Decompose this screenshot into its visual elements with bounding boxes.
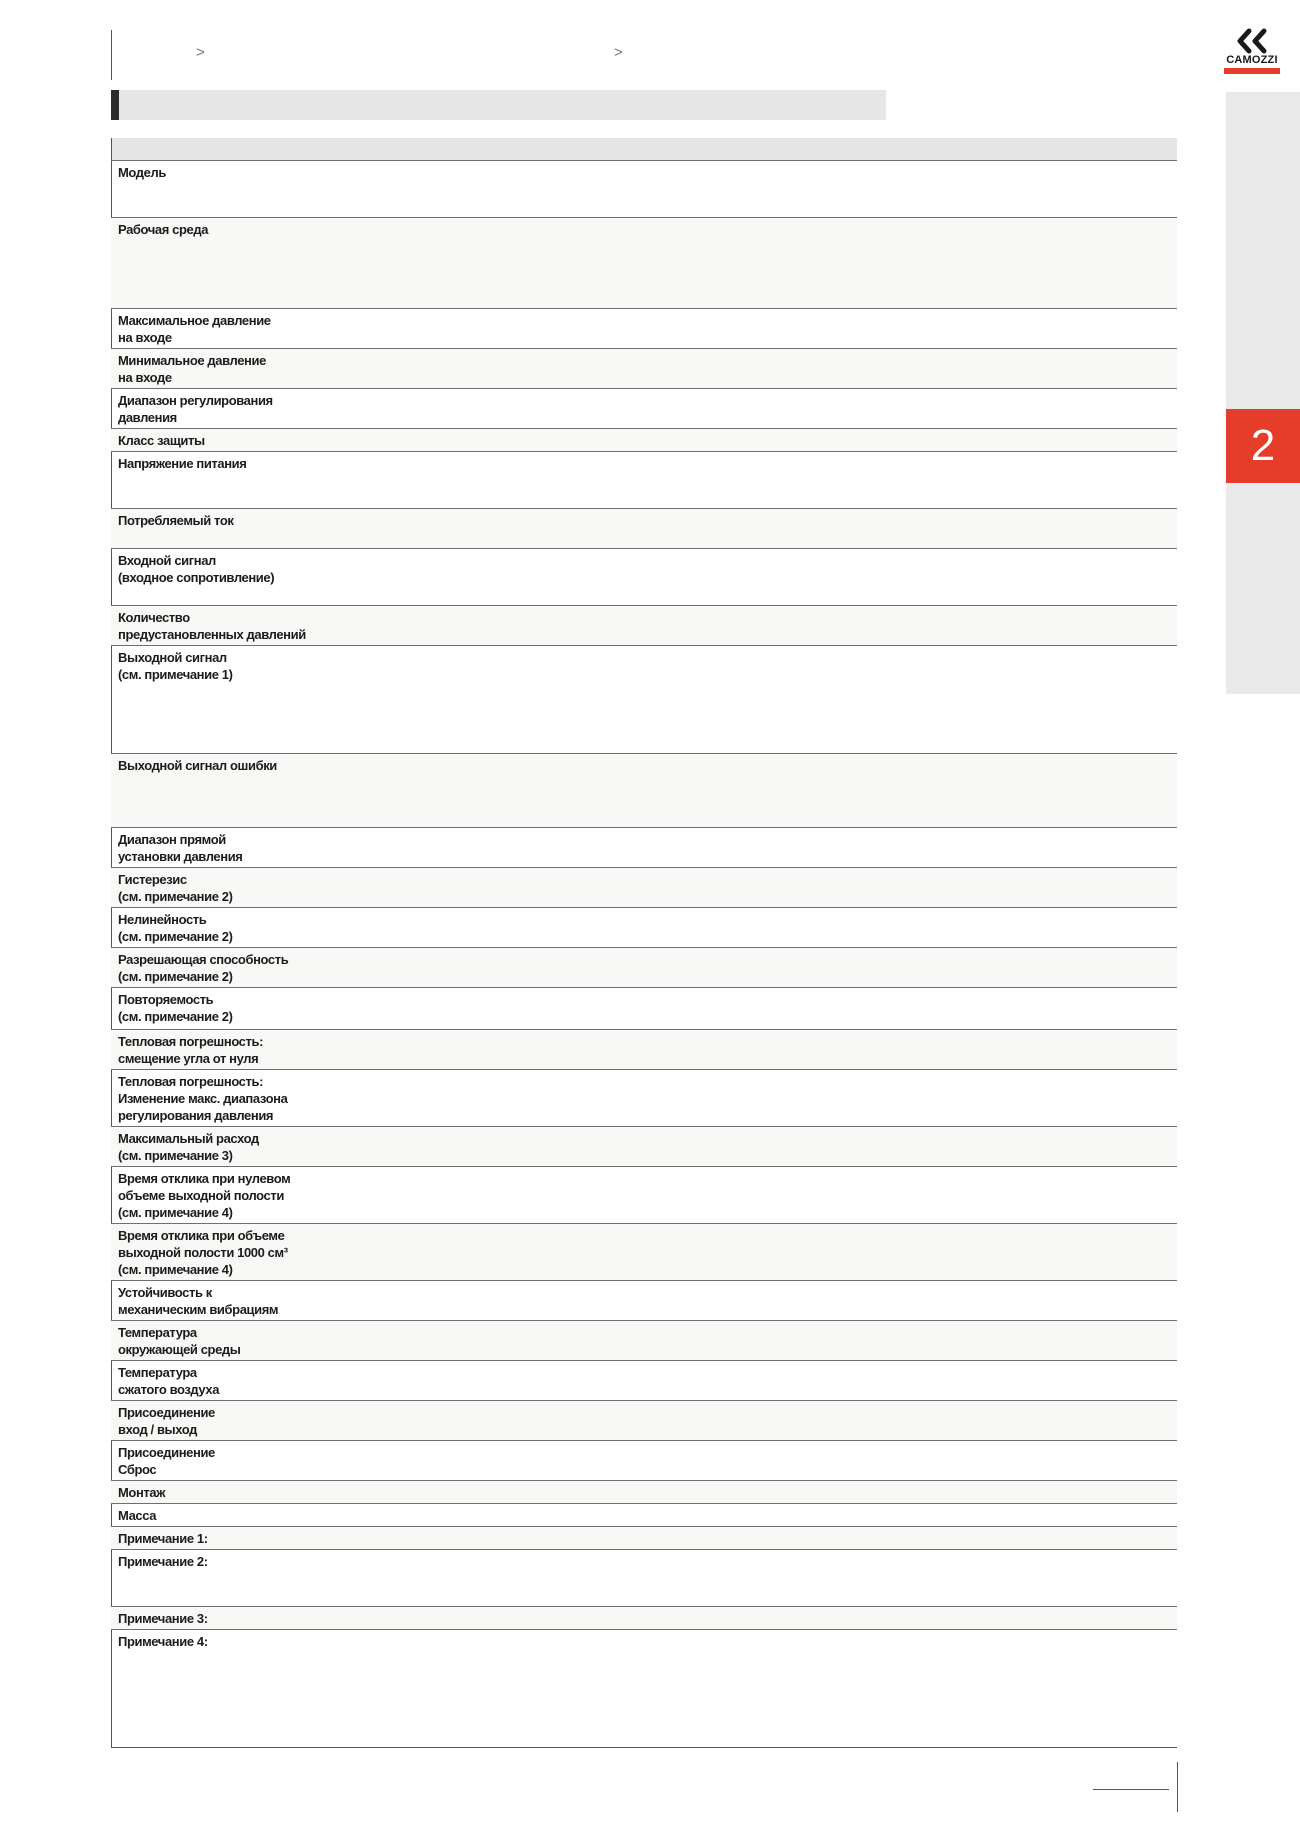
row-label: Тепловая погрешность: Изменение макс. диапазона регулирования давления — [118, 1074, 288, 1123]
table-row — [111, 1480, 1177, 1503]
table-row — [111, 867, 1177, 907]
row-label: Присоединение вход / выход — [118, 1405, 215, 1437]
table-row — [111, 645, 1177, 753]
row-label: Выходной сигнал (см. примечание 1) — [118, 650, 233, 682]
table-row — [111, 605, 1177, 645]
section-title-bar — [111, 90, 886, 120]
row-label: Напряжение питания — [118, 456, 247, 471]
row-label: Время отклика при объеме выходной полости 1000 см³ (см. примечание 4) — [118, 1228, 288, 1277]
table-row — [111, 1440, 1177, 1480]
header-divider — [111, 30, 112, 80]
row-label: Время отклика при нулевом объеме выходной полости (см. примечание 4) — [118, 1171, 291, 1220]
row-label: Класс защиты — [118, 433, 205, 448]
table-row — [111, 753, 1177, 827]
row-label: Входной сигнал (входное сопротивление) — [118, 553, 275, 585]
row-label: Повторяемость (см. примечание 2) — [118, 992, 233, 1024]
row-label: Примечание 1: — [118, 1531, 208, 1546]
row-label: Рабочая среда — [118, 222, 209, 237]
row-label: Модель — [118, 165, 166, 180]
table-header — [111, 138, 1177, 160]
table-row — [111, 907, 1177, 947]
breadcrumb-separator: > — [614, 44, 623, 61]
table-row — [111, 1526, 1177, 1549]
row-label: Тепловая погрешность: смещение угла от нуля — [118, 1034, 264, 1066]
row-label: Примечание 4: — [118, 1634, 208, 1649]
table-row — [111, 217, 1177, 308]
table-row — [111, 1503, 1177, 1526]
camozzi-logo — [1222, 28, 1282, 76]
row-label: Максимальный расход (см. примечание 3) — [118, 1131, 259, 1163]
section-title-accent — [111, 90, 119, 120]
footer-divider — [1177, 1762, 1178, 1812]
table-row — [111, 1360, 1177, 1400]
table-row — [111, 508, 1177, 548]
row-label: Диапазон регулирования давления — [118, 393, 273, 425]
table-row — [111, 428, 1177, 451]
table-row — [111, 451, 1177, 508]
row-label: Примечание 3: — [118, 1611, 208, 1626]
table-row — [111, 1320, 1177, 1360]
table-row — [111, 348, 1177, 388]
logo-text: CAMOZZI — [1226, 54, 1278, 66]
row-label: Потребляемый ток — [118, 513, 234, 528]
row-label: Присоединение Сброс — [118, 1445, 215, 1477]
logo-accent-bar — [1224, 68, 1280, 74]
footer-line — [1093, 1789, 1169, 1790]
row-label: Нелинейность (см. примечание 2) — [118, 912, 233, 944]
chapter-number: 2 — [1250, 421, 1276, 470]
table-row — [111, 947, 1177, 987]
table-row — [111, 1629, 1177, 1758]
specification-table — [111, 160, 1177, 1758]
table-row — [111, 548, 1177, 605]
row-label: Минимальное давление на входе — [118, 353, 266, 385]
row-label: Выходной сигнал ошибки — [118, 758, 277, 773]
table-row — [111, 1126, 1177, 1166]
row-label: Монтаж — [118, 1485, 166, 1500]
table-row — [111, 1029, 1177, 1069]
row-label: Гистерезис (см. примечание 2) — [118, 872, 233, 904]
table-row — [111, 160, 1177, 217]
table-row — [111, 1549, 1177, 1606]
table-row — [111, 827, 1177, 867]
table-row — [111, 308, 1177, 348]
camozzi-logo-mark-icon — [1235, 28, 1269, 54]
table-bottom-border — [111, 1747, 1177, 1748]
row-label: Максимальное давление на входе — [118, 313, 271, 345]
row-label: Диапазон прямой установки давления — [118, 832, 243, 864]
table-row — [111, 1400, 1177, 1440]
breadcrumb-separator: > — [196, 44, 205, 61]
row-label: Количество предустановленных давлений — [118, 610, 306, 642]
chapter-side-tab — [1226, 92, 1300, 694]
table-row — [111, 1606, 1177, 1629]
row-label: Температура сжатого воздуха — [118, 1365, 220, 1397]
table-row — [111, 987, 1177, 1029]
table-row — [111, 1280, 1177, 1320]
row-label: Устойчивость к механическим вибрациям — [118, 1285, 279, 1317]
table-row — [111, 1069, 1177, 1126]
row-label: Температура окружающей среды — [118, 1325, 241, 1357]
row-label: Примечание 2: — [118, 1554, 208, 1569]
table-row — [111, 388, 1177, 428]
row-label: Разрешающая способность (см. примечание 2) — [118, 952, 289, 984]
table-row — [111, 1223, 1177, 1280]
table-row — [111, 1166, 1177, 1223]
row-label: Масса — [118, 1508, 157, 1523]
